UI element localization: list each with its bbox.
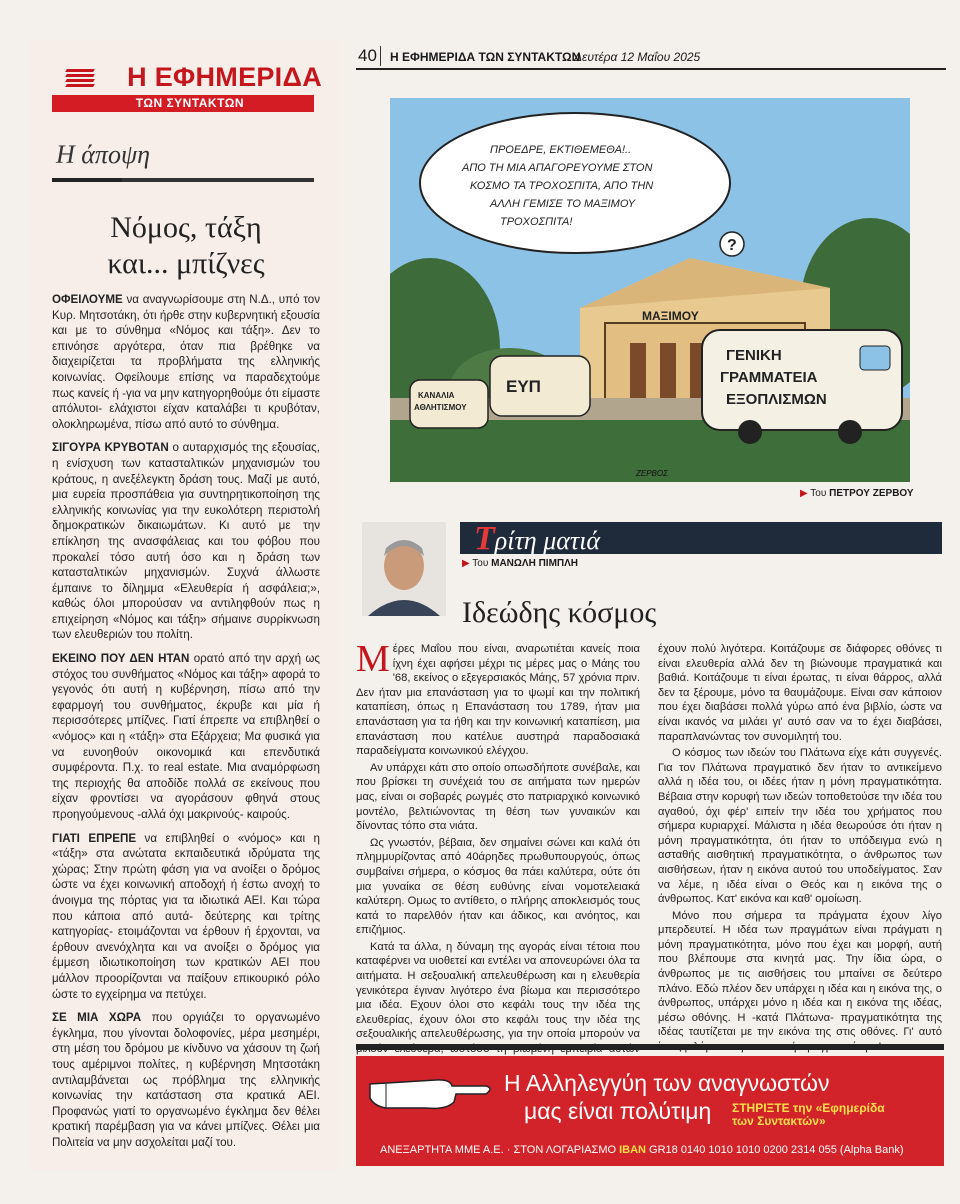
headline-line-2: και... μπίζνες [107,247,265,280]
paragraph: Ως γνωστόν, βέβαια, δεν σημαίνει σώνει και καλά ότι πλημμυρίζοντας από 40άρηδες πρωθυπουργούς, όπως συμβαίνει σήμερα, ο κόσμος θα πάει καλύτερα, ούτε ότι μια γυναίκα σε θέση ευθύνης είναι νομοτελειακά καλύτερη. Ομως το αντίθετο, ο πλήρης αποκλεισμός τους κατά το παρελθόν ήταν και άδικος, και ανόητος, και επιζήμιος. [356,836,640,937]
page-number: 40 [358,46,377,65]
paragraph: Ο κόσμος των ιδεών του Πλάτωνα είχε κάτι συγγενές. Για τον Πλάτωνα πραγματικό δεν ήταν το αντικείμενο αλλά η ιδέα του, οι ιδέες ήταν η μόνη πραγματικότητα. Βέβαια στην κορυφή των ιδεών τοποθετούσε την ιδέα του αγαθού, όχι φέρ' ειπείν την ιδέα του χρήματος που σήμερα κυριαρχεί. Μάλιστα η ιδέα θεωρούσε ότι ήταν η μόνη πραγματικότητα, ότι ήταν το υπόδειγμα ενώ η ασταθής αισθητική πραγματικότητα, ο άνθρωπος των αισθήσεων, ήταν η εικόνα αυτού του υποδείγματος. Σαν να λέμε, η ιδέα είναι ο Θεός και η εικόνα της ο άνθρωπος. Κατ' εικόνα και καθ' ομοίωση. [658,747,942,906]
article-column-1 [356,638,640,1073]
paragraph: Μόνο που σήμερα τα πράγματα έχουν λίγο μπερδευτεί. Η ιδέα των πραγμάτων είναι πράγματι η μόνη πραγματικότητα, μόνο που έχει και μορφή, αυτή που βλέπουμε στα κινητά μας. Την ίδια ώρα, ο άνθρωπος με τις αισθήσεις του μπαίνει σε δεύτερο πλάνο. Εδώ πλέον δεν υπάρχει η ιδέα και η εικόνα της, ο άνθρωπος, υπάρχει μόνο η ιδέα και η εικόνα της ιδέας, μέσω οθόνης. Η -κατά Πλάτωνα- πραγματικότητα της ιδέας ταυτίζεται με την εικόνα της στις οθόνες. Γι' αυτό [658,909,942,1039]
ad-headline-2: μας είναι πολύτιμη [524,1098,712,1124]
article-headline: Ιδεώδης κόσμος [462,596,657,629]
paper-name: Η ΕΦΗΜΕΡΙΔΑ ΤΩΝ ΣΥΝΤΑΚΤΩΝ [390,50,581,64]
cartoon-illustration [390,98,910,482]
political-cartoon [390,98,910,482]
section-label: Η άποψη [56,140,150,169]
paragraph: ΓΙΑΤΙ ΕΠΡΕΠΕ να επιβληθεί ο «νόμος» και η «τάξη» στα ανώτατα εκπαιδευτικά ιδρύματα της χώρας; Στην πρώτη φάση για να ανοίξει ο δρόμος ώστε να έχει κοινωνική αποδοχή ή έστω ανοχή το άνοιγμα της πόρτας για τα ιδιωτικά ΑΕΙ. Και τώρα που κάποια από αυτά- δεύτερης και τρίτης κατηγορίας- ετοιμάζονται να έρθουν ή έρχονται, να έρθουν ανενόχλητα και να ανοίξει ο δρόμος για έμμεση ιδιωτικοποίηση των κρατικών ΑΕΙ που μάλλον προορίζονται να παίξουν επικουρικό ρόλο ώστε το εγχείρημα να πετύχει. [52,831,320,1001]
drop-cap: Μ [356,638,390,680]
paragraph: Αν υπάρχει κάτι στο οποίο οπωσδήποτε συνέβαλε, και που βρίσκει τη συνέχειά του σε αιτήματα των ημερών μας, είναι οι σοβαρές ρωγμές στο πατριαρχικό κοινωνικό μοντέλο, βελτιώνοντας τη θέση των γυναικών και δίνοντας τόπο στα νιάτα. [356,761,640,833]
opinion-headline [30,210,342,282]
author-photo [362,522,446,616]
caravan-mid-label: ΕΥΠ [506,377,541,396]
paragraph: ΣΕ ΜΙΑ ΧΩΡΑ που οργιάζει το οργανωμένο έγκλημα, που γίνονται δολοφονίες, μέρα μεσημέρι, στη μέση του δρόμου με κίνδυνο να χάσουν τη ζωή τους αμέριμνοι πολίτες, η κυβέρνηση Μητσοτάκη αντιλαμβάνεται ως πρόβλημα της ελληνικής κοινωνίας την κατάσταση στα κρατικά ΑΕΙ. Προφανώς γιατί το οργανωμένο έγκλημα δεν θέλει κρατική παρέμβαση για να κάνει μπίζνες. Θέλει μια Πολιτεία να μην ασχολείται μαζί του. [52,1011,320,1149]
caravan-small-label: ΚΑΝΑΛΙΑ ΑΘΛΗΤΙΣΜΟΥ [414,391,467,412]
question-mark: ? [727,237,737,254]
speech-bubble-text: ΠΡΟΕΔΡΕ, ΕΚΤΙΘΕΜΕΘΑ!.. ΑΠΟ ΤΗ ΜΙΑ ΑΠΑΓΟΡΕΥΟΥΜΕ ΣΤΟΝ ΚΟΣΜΟ ΤΑ ΤΡΟΧΟΣΠΙΤΑ, ΑΠΟ ΤΗΝ ΑΛΛΗ ΓΕΜΙΣΕ ΤΟ ΜΑΞΙΜΟΥ ΤΡΟΧΟΣΠΙΤΑ! [462,144,654,228]
masthead-logo [52,62,322,112]
ad-cta: ΣΤΗΡΙΞΤΕ την «Εφημερίδα των Συντακτών» [732,1101,885,1128]
headline-line-1: Νόμος, τάξη [110,211,262,244]
paragraph: Κατά τα άλλα, η δύναμη της αγοράς είναι τέτοια που καταφέρνει να υιοθετεί και εντέλει να απονευρώνει όλα τα αιτήματα. Η σεξουαλική απελευθέρωση και η ελευθερία γενικότερα έγιναν λιγότερο ένα βίωμα και περισσότερο μια ιδέα. Εχουν όλοι στο κεφάλι τους την ιδέα της ελευθερίας, έχουν όλοι στο κεφάλι τους την ιδέα της σεξουαλικής απελευθέρωσης, για την οποία μπορούν να [356,940,640,1041]
paragraph: Μέρες Μαΐου που είναι, αναρωτιέται κανείς ποια ίχνη έχει αφήσει μέχρι τις μέρες μας ο Μάης του '68, εκείνος ο εξεγερσιακός Μάης, 57 χρόνια πριν. Δεν ήταν μια επανάσταση για το ψωμί και την πολιτική καταπίεση, όπως η Επανάσταση του 1789, ήταν μια επανάσταση για τα ήθη και την κοινωνική καταπίεση, μια επανάσταση που κατέλυε αυστηρά παραδοσιακά παραδείγματα κοινωνικού ελέγχου. [356,638,640,758]
pointing-hand-icon [366,1066,496,1116]
section-rule [52,178,314,182]
column-title: Τρίτη ματιά [474,520,601,557]
triangle-icon: ▶ [462,558,473,569]
ad-headline-1: Η Αλληλεγγύη των αναγνωστών [504,1070,830,1096]
cartoon-credit: ▶ Του ΠΕΤΡΟΥ ΖΕΡΒΟΥ [800,488,914,499]
logo-stripes [66,69,94,89]
building-label: ΜΑΞΙΜΟΥ [642,309,699,323]
cartoonist-signature: ΖΕΡΒΟΣ [636,469,668,478]
paragraph: ΣΙΓΟΥΡΑ ΚΡΥΒΟΤΑΝ ο αυταρχισμός της εξουσίας, η ενίσχυση των κατασταλτικών μηχανισμών του κράτους, η ανεξέλεγκτη δράση τους. Μαζί με αυτό, μια ευρεία προσπάθεια για συντηρητικοποίηση της ελληνικής κοινωνίας για την ευκολότερη περιστολή δημοκρατικών δικαιωμάτων. Κι αυτό με την επίκληση της ανασφάλειας και του φόβου που προκαλεί τόσο αυτή όσο και η δράση των κατασταλτικών μηχανισμών. Συχνά άλλωστε έμπαινε το δίλημμα «Ελευθερία ή ασφάλεια;», καθώς όλοι μπορούσαν να αντιληφθούν πως η επιχείρηση «Νόμος και τάξη» σήμαινε συρρίκνωση των ελευθεριών του πολίτη. [52,441,320,642]
paragraph: έχουν πολύ λιγότερα. Κοιτάζουμε σε διάφορες οθόνες τι είναι ελευθερία αλλά δεν τη βιώνουμε πραγματικά και βαθιά. Κοιτάζουμε τι είναι έρωτας, τι είναι θάρρος, αλλά δεν τα ξέρουμε, μόνο τα θαυμάζουμε. Είναι σαν κάποιον που έχει διαβάσει πολλά γύρω από ένα βιβλίο, ώστε να είναι ικανός να μιλάει γι' αυτό σαν να το έχει διαβάσει, παραπλανώντας τον συνομιλητή του. [658,643,942,743]
opinion-column [30,40,342,1170]
masthead-subtitle: ΤΩΝ ΣΥΝΤΑΚΤΩΝ [52,95,314,112]
page-date: Δευτέρα 12 Μαΐου 2025 [574,50,701,64]
paragraph: ΟΦΕΙΛΟΥΜΕ να αναγνωρίσουμε στη Ν.Δ., υπό τον Κυρ. Μητσοτάκη, ότι ήρθε στην κυβερνητική εξουσία και με το σύνθημα «Νόμος και τάξη». Δεν το επινόησε αργότερα, όταν πια βρέθηκε να διαχειρίζεται τα προβλήματα της ελληνικής κοινωνίας. Οφείλουμε επίσης να παραδεχτούμε πως κανείς ή -για να μην κατηγορηθούμε ότι είμαστε απόλυτοι- ελάχιστοι είχαν καταλάβει τι κρυβόταν, ολοκληρωμένα, πίσω από αυτό το σύνθημα. [52,293,320,431]
masthead-title: Η ΕΦΗΜΕΡΙΔΑ [127,62,322,92]
third-eye-header [460,520,942,557]
article-column-2 [658,642,942,1057]
page-header [356,44,946,66]
solidarity-ad-banner[interactable] [356,1056,944,1166]
ad-bank-details: ΑΝΕΞΑΡΤΗΤΑ ΜΜΕ Α.Ε. · ΣΤΟΝ ΛΟΓΑΡΙΑΣΜΟ IBAN GR18 0140 1010 1010 0200 2314 055 (Alpha Bank) [380,1144,904,1156]
paragraph: ΕΚΕΙΝΟ ΠΟΥ ΔΕΝ ΗΤΑΝ ορατό από την αρχή ως στόχος του συνθήματος «Νόμος και τάξη» αφορά το γεγονός ότι αυτή η κυβέρνηση, πίσω από την εφαρμογή του συνθήματος, έκρυβε και μία ή περισσότερες μπίζνες. Γιατί έπρεπε να επιβληθεί ο «νόμος» και η «τάξη» στα Εξάρχεια; Μα φυσικά για να ευνοηθούν οικονομικά και επενδυτικά συμφέροντα. Π.χ. το real estate. Μια αναμόρφωση της περιοχής θα αποδίδε πολλά σε εκείνους που είχαν φροντίσει να αγοράσουν φθηνά στους προηγούμενους -αλλά όχι μακρινούς- καιρούς. [52,652,320,821]
section-divider [356,1044,944,1050]
column-byline: ▶ Του ΜΑΝΩΛΗ ΠΙΜΠΛΗ [462,558,579,569]
triangle-icon: ▶ [800,488,811,499]
article-body [356,638,944,1041]
opinion-body [52,292,320,1158]
caravan-big-label: ΓΕΝΙΚΗ ΓΡΑΜΜΑΤΕΙΑ ΕΞΟΠΛΙΣΜΩΝ [720,347,827,408]
